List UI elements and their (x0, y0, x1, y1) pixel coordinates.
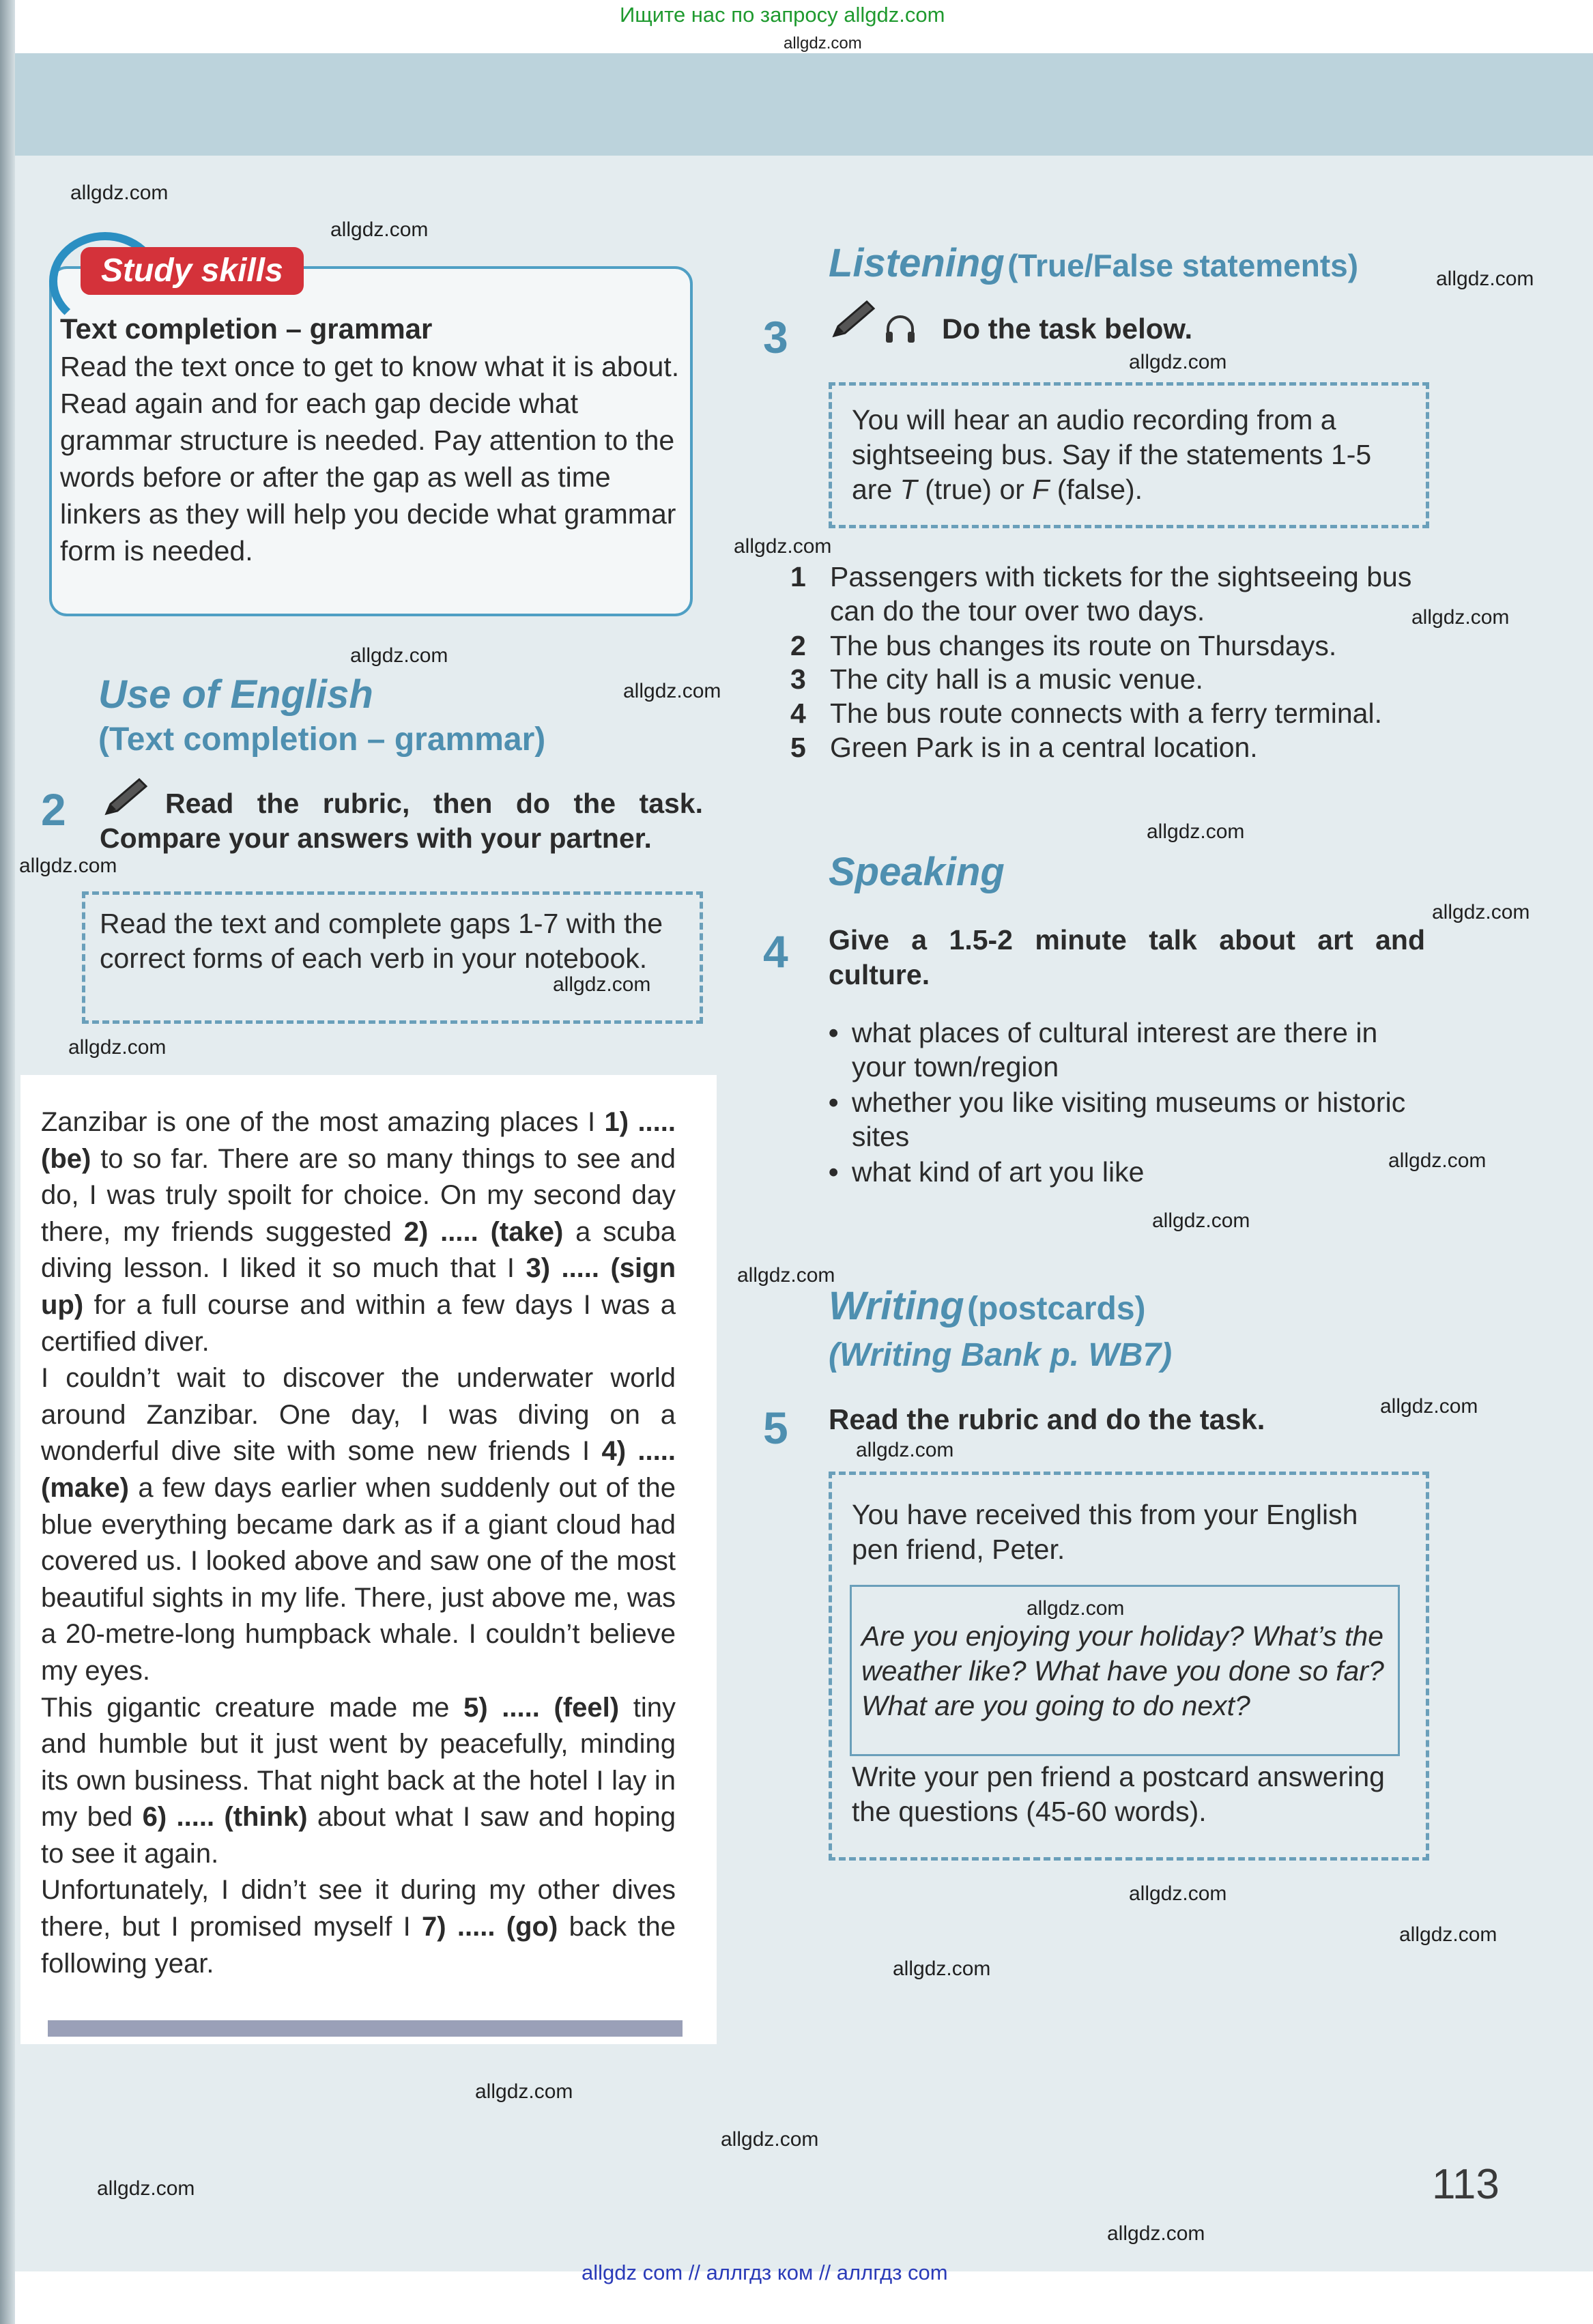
watermark: allgdz.com (1129, 1882, 1227, 1905)
listening-heading (829, 240, 1358, 286)
statement-text: The bus changes its route on Thursdays. (830, 630, 1337, 661)
book-spine (0, 0, 15, 2324)
gap: 4) ..... (make) (41, 1436, 676, 1503)
letter-text: Are you enjoying your holiday? What’s the weather like? What have you done so far? What are you going to do next? (861, 1620, 1384, 1721)
bullet-text: whether you like visiting museums or historic sites (852, 1087, 1406, 1152)
watermark: allgdz.com (1436, 268, 1534, 290)
listening-subtitle: (True/False statements) (1007, 248, 1359, 283)
gap: 2) ..... (take) (403, 1216, 564, 1247)
bullet-text: what places of cultural interest are there in your town/region (852, 1017, 1378, 1082)
statement-number: 5 (790, 732, 806, 763)
use-of-english-instruction: Read the rubric, then do the task. Compare your answers with your partner. (100, 788, 703, 854)
statement-number: 3 (790, 663, 806, 695)
headphones-icon (883, 311, 917, 345)
speaking-instruction: Give a 1.5-2 minute talk about art and culture. (829, 924, 1425, 990)
gap: 5) ..... (feel) (463, 1692, 620, 1723)
writing-rubric-task: Write your pen friend a postcard answering the questions (45-60 words). (852, 1761, 1385, 1827)
bullet-icon: • (829, 1087, 839, 1118)
statement-number: 4 (790, 698, 806, 729)
gap: 6) ..... (think) (142, 1802, 308, 1833)
gap: 1) ..... (be) (41, 1107, 676, 1174)
use-of-english-subtitle: (Text completion – grammar) (98, 721, 546, 758)
writing-title: Writing (829, 1284, 964, 1328)
statement-number: 2 (790, 630, 806, 661)
passage-paragraph: Unfortunately, I didn’t see it during my other dives there, but I promised myself I 7) ..... (go) back the following year. (41, 1875, 676, 1979)
pen-icon (829, 299, 876, 340)
watermark: allgdz.com (1388, 1149, 1487, 1172)
use-of-english-rubric: Read the text and complete gaps 1-7 with the correct forms of each verb in your notebook. (100, 908, 663, 974)
writing-ref: (Writing Bank p. WB7) (829, 1337, 1173, 1373)
passage-paragraph: Zanzibar is one of the most amazing places I 1) ..... (be) to so far. There are so many things to see and do, I was truly spoilt for choice. On my second day there, my friends suggested 2) ..... (take) a scuba diving lesson. I liked it so much that I 3) ..... (sign up) for a full course and within a few days I was a certified diver. (41, 1107, 676, 1357)
watermark: allgdz.com (893, 1957, 991, 1980)
reading-passage (41, 1104, 676, 1982)
passage-paragraph: This gigantic creature made me 5) ..... (feel) tiny and humble but it just went by peacefully, minding its own business. That night back at the hotel I lay in my bed 6) ..... (think) about what I saw and hoping to see it again. (41, 1692, 676, 1869)
top-band (12, 53, 1593, 156)
watermark: allgdz.com (1027, 1597, 1125, 1620)
watermark: allgdz.com (350, 644, 448, 667)
passage-bar (48, 2020, 683, 2037)
statement-text: The city hall is a music venue. (830, 663, 1203, 695)
watermark: allgdz.com (1380, 1395, 1478, 1418)
task-number: 5 (763, 1403, 788, 1453)
watermark: allgdz.com (623, 680, 721, 702)
statement-number: 1 (790, 561, 806, 592)
watermark: allgdz.com (1411, 606, 1510, 629)
watermark: allgdz.com (1432, 901, 1530, 923)
writing-rubric-intro: You have received this from your English pen friend, Peter. (852, 1499, 1358, 1565)
bullet-text: what kind of art you like (852, 1156, 1145, 1188)
watermark: allgdz.com (737, 1264, 835, 1287)
header-ad[interactable]: Ищите нас по запросу allgdz.com (620, 3, 945, 27)
footer-ad[interactable]: allgdz com // аллгдз ком // аллгдз com (582, 2261, 948, 2284)
watermark: allgdz.com (330, 218, 429, 241)
watermark: allgdz.com (721, 2128, 819, 2151)
writing-subtitle: (postcards) (967, 1291, 1146, 1327)
study-skills-tag: Study skills (81, 247, 304, 295)
watermark: allgdz.com (70, 182, 169, 204)
writing-instruction: Read the rubric and do the task. (829, 1403, 1265, 1435)
watermark: allgdz.com (1107, 2222, 1205, 2245)
statement-text: The bus route connects with a ferry terminal. (830, 698, 1382, 729)
listening-rubric: You will hear an audio recording from a sightseeing bus. Say if the statements 1-5 are T (true) or F (false). (852, 404, 1372, 505)
watermark: allgdz.com (19, 855, 117, 877)
watermark: allgdz.com (856, 1439, 954, 1461)
speaking-title: Speaking (829, 850, 1005, 894)
study-skills-body: Read the text once to get to know what it is about. Read again and for each gap decide what grammar structure is needed. Pay attention to the words before or after the gap as well as time linkers as they will help you decide what grammar form is needed. (60, 351, 680, 566)
watermark: allgdz.com (68, 1036, 167, 1059)
watermark: allgdz.com (1147, 820, 1245, 843)
statement-text: Passengers with tickets for the sightseeing bus can do the tour over two days. (830, 561, 1412, 627)
listening-instruction: Do the task below. (942, 313, 1193, 345)
watermark: allgdz.com (1129, 351, 1227, 373)
bullet-icon: • (829, 1156, 839, 1188)
watermark: allgdz.com (553, 973, 651, 996)
task-number: 3 (763, 312, 788, 362)
gap: 3) ..... (sign up) (41, 1253, 676, 1320)
task-number: 4 (763, 926, 788, 977)
watermark: allgdz.com (784, 34, 862, 53)
watermark: allgdz.com (475, 2080, 573, 2103)
gap: 7) ..... (go) (422, 1912, 558, 1942)
bullet-icon: • (829, 1017, 839, 1048)
study-skills-title: Text completion – grammar (60, 313, 433, 345)
use-of-english-title: Use of English (98, 672, 373, 717)
listening-title: Listening (829, 241, 1005, 285)
passage-paragraph: I couldn’t wait to discover the underwater world around Zanzibar. One day, I was diving on a wonderful dive site with some new friends I 4) ..... (make) a few days earlier when suddenly out of the blue everything became dark as if a giant cloud had covered us. I looked above and saw one of the most beautiful sights in my life. There, just above me, was a 20-metre-long humpback whale. I couldn’t believe my eyes. (41, 1363, 676, 1686)
task-number: 2 (41, 784, 66, 835)
watermark: allgdz.com (734, 535, 832, 558)
statement-text: Green Park is in a central location. (830, 732, 1258, 763)
page-number: 113 (1432, 2161, 1499, 2208)
watermark: allgdz.com (97, 2177, 195, 2200)
watermark: allgdz.com (1399, 1923, 1497, 1946)
writing-heading (829, 1283, 1146, 1329)
watermark: allgdz.com (1152, 1209, 1250, 1232)
